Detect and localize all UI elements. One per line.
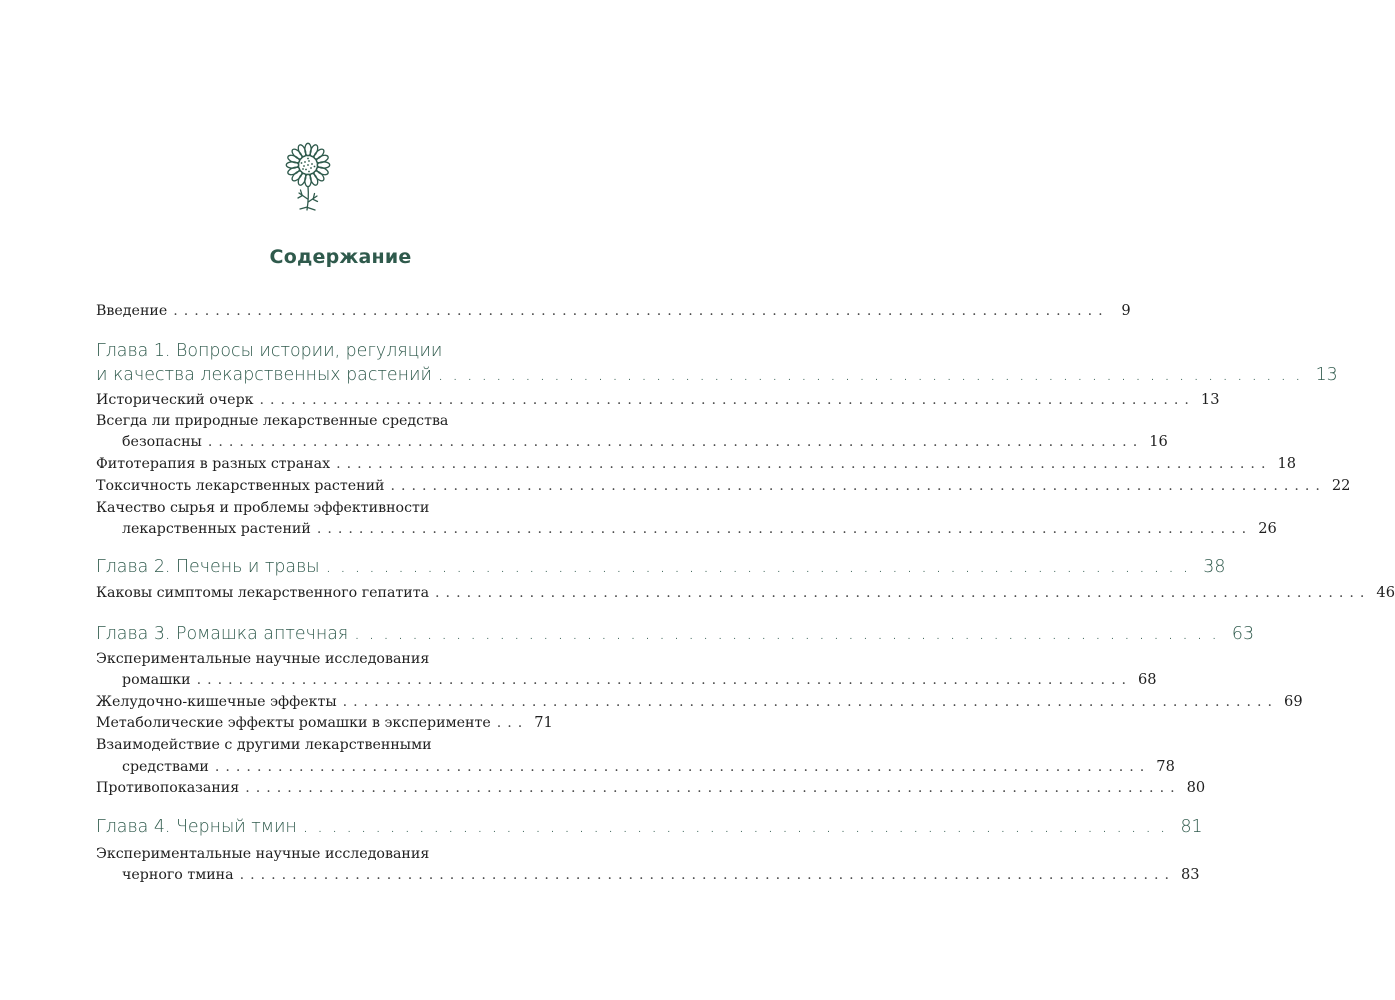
dot-leader: ............................................................: [302, 817, 1175, 837]
dot-leader: ...: [496, 715, 529, 731]
toc-entry-page: 81: [1180, 817, 1203, 837]
toc-entry-page: 22: [1331, 477, 1351, 494]
toc-entry-line-2[interactable]: [122, 865, 1200, 885]
dot-leader: ............................................................: [437, 365, 1310, 385]
toc-entry-line-1[interactable]: [96, 735, 526, 755]
toc-entry-title: Качество сырья и проблемы эффективности: [96, 500, 430, 516]
toc-chapter-1-line-1[interactable]: [96, 339, 526, 363]
toc-entry-page: 13: [1200, 391, 1220, 408]
toc-chapter-4[interactable]: [96, 815, 1203, 839]
toc-entry[interactable]: [96, 390, 1220, 410]
dot-leader: .........................................................................................: [214, 759, 1151, 775]
dot-leader: .........................................................................................: [245, 780, 1181, 796]
toc-entry-page: 9: [1121, 302, 1131, 319]
toc-entry-line-2[interactable]: [122, 757, 1175, 777]
toc-entry-title: Каковы симптомы лекарственного гепатита: [96, 585, 430, 601]
toc-entry[interactable]: [96, 778, 1206, 798]
toc-entry-page: 38: [1203, 557, 1226, 577]
toc-entry-title: и качества лекарственных растений: [96, 365, 432, 385]
dot-leader: .........................................................................................: [435, 585, 1371, 601]
toc-entry-line-2[interactable]: [122, 670, 1157, 690]
toc-entry-title: черного тмина: [122, 867, 234, 883]
toc-entry-title: Глава 3. Ромашка аптечная: [96, 624, 349, 644]
toc-entry-line-2[interactable]: [122, 519, 1277, 539]
toc-entry[interactable]: [96, 476, 1351, 496]
toc-entry-title: безопасны: [122, 434, 202, 450]
toc-entry-title: Исторический очерк: [96, 392, 254, 408]
toc-entry[interactable]: [96, 454, 1297, 474]
toc-entry[interactable]: [96, 713, 553, 733]
toc-entry-line-1[interactable]: [96, 649, 526, 669]
toc-entry-title: Введение: [96, 303, 168, 319]
toc-entry-title: средствами: [122, 759, 209, 775]
toc-entry-title: Глава 1. Вопросы истории, регуляции: [96, 341, 443, 361]
toc-entry-title: Глава 2. Печень и травы: [96, 557, 320, 577]
toc-heading: Содержание: [269, 246, 412, 268]
toc-chapter-2[interactable]: [96, 555, 1226, 579]
toc-entry-introduction[interactable]: [96, 301, 1131, 321]
toc-entry-title: Противопоказания: [96, 780, 240, 796]
toc-entry-title: Экспериментальные научные исследования: [96, 651, 430, 667]
dot-leader: ............................................................: [354, 624, 1226, 644]
dot-leader: .........................................................................................: [173, 303, 1109, 319]
toc-entry-page: 71: [534, 714, 553, 731]
toc-entry-line-1[interactable]: [96, 844, 526, 864]
dot-leader: .........................................................................................: [316, 521, 1253, 537]
dot-leader: .........................................................................................: [196, 672, 1133, 688]
dot-leader: .........................................................................................: [336, 456, 1272, 472]
toc-entry-title: Глава 4. Черный тмин: [96, 817, 297, 837]
toc-entry-page: 13: [1315, 365, 1338, 385]
toc-entry-title: Взаимодействие с другими лекарственными: [96, 737, 432, 753]
toc-entry-line-1[interactable]: [96, 498, 526, 518]
toc-entry-page: 26: [1258, 520, 1277, 537]
dot-leader: .........................................................................................: [390, 478, 1326, 494]
toc-entry-page: 46: [1376, 584, 1395, 601]
toc-entry-title: Желудочно-кишечные эффекты: [96, 694, 337, 710]
toc-entry-page: 78: [1156, 758, 1175, 775]
toc-entry-title: ромашки: [122, 672, 191, 688]
toc-entry-line-1[interactable]: [96, 411, 526, 431]
toc-entry[interactable]: [96, 583, 1395, 603]
toc-entry[interactable]: [96, 692, 1303, 712]
toc-entry-title: Экспериментальные научные исследования: [96, 846, 430, 862]
toc-entry-page: 16: [1149, 433, 1168, 450]
dot-leader: ............................................................: [325, 557, 1198, 577]
toc-entry-page: 69: [1284, 693, 1303, 710]
dot-leader: .........................................................................................: [207, 434, 1144, 450]
toc-chapter-3[interactable]: [96, 622, 1255, 646]
toc-entry-page: 63: [1231, 624, 1255, 644]
toc-entry-page: 18: [1277, 455, 1297, 472]
toc-entry-title: лекарственных растений: [122, 521, 311, 537]
toc-entry-page: 68: [1138, 671, 1157, 688]
toc-entry-title: Всегда ли природные лекарственные средства: [96, 413, 449, 429]
toc-entry-line-2[interactable]: [122, 432, 1168, 452]
dot-leader: .........................................................................................: [342, 694, 1279, 710]
toc-entry-page: 80: [1186, 779, 1206, 796]
toc-entry-title: Токсичность лекарственных растений: [96, 478, 385, 494]
toc-entry-page: 83: [1180, 866, 1200, 883]
toc-chapter-1-line-2[interactable]: [96, 363, 1338, 387]
toc-entry-title: Фитотерапия в разных странах: [96, 456, 331, 472]
dot-leader: .........................................................................................: [239, 867, 1175, 883]
toc-entry-title: Метаболические эффекты ромашки в эксперименте: [96, 715, 491, 731]
chamomile-flower-icon: [278, 137, 338, 213]
dot-leader: .........................................................................................: [259, 392, 1195, 408]
